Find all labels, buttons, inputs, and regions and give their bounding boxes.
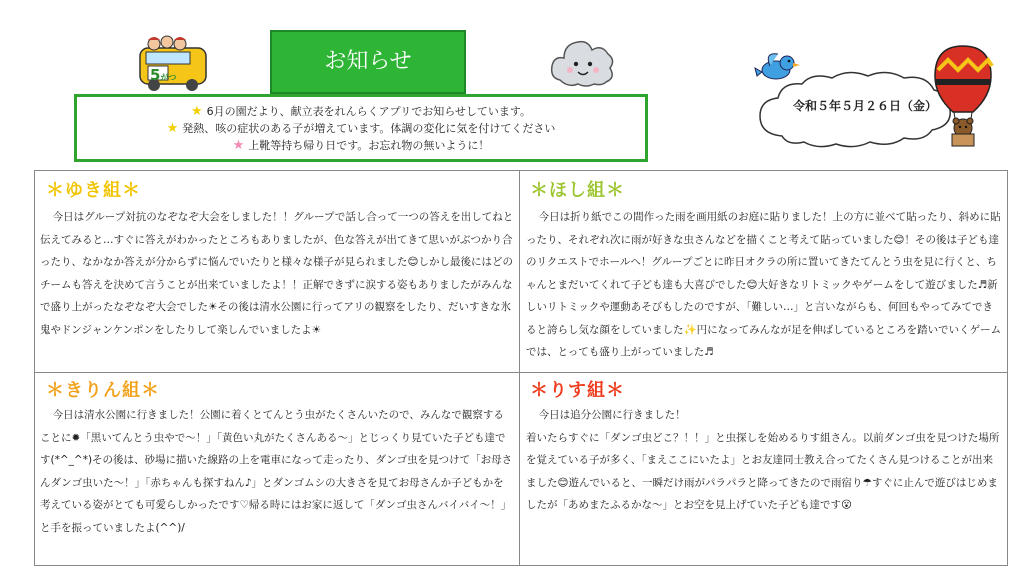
date-label: 令和５年５月２６日（金） xyxy=(792,99,937,113)
risu-class-title: ＊りす組＊ xyxy=(530,380,625,401)
notice-text: 6月の園だより、献立表をれんらくアプリでお知らせしています。 xyxy=(206,105,531,118)
bus-sign-sub: がつ xyxy=(160,73,177,82)
star-icon: ★ xyxy=(166,121,179,136)
bus-illustration xyxy=(134,32,214,94)
bus-sign-number: 5 xyxy=(150,66,161,84)
hoshi-class-report: 今日は折り紙でこの間作った雨を画用紙のお庭に貼りました！上の方に並べて貼ったり、斜めに貼ったり、それぞれ次に雨が好きな虫さんなどを描くこと考えて貼っていました😊！その後は子ども達のリクエストでホールへ！グループごとに昨日オクラの所に置いてきたてんとう虫を見に行くと、ちゃんとまだいてくれて子ども達も大喜びでした😊大好きなリトミックやゲームをして遊びました♬新しいリトミックや運動あそびもしたのですが、「難しい…」と言いながらも、何回もやってみてできると誇らし気な顔をしていました✨円になってみんなが足を伸ばしているところを踏いでいくゲームでは、とっても盛り上がっていました♬ xyxy=(526,211,1002,358)
grid-divider-horizontal xyxy=(34,372,1008,373)
hot-air-balloon-illustration xyxy=(930,42,996,150)
notice-box xyxy=(74,94,648,162)
grid-divider-vertical xyxy=(519,170,520,566)
hoshi-class-title: ＊ほし組＊ xyxy=(530,180,625,201)
notice-item xyxy=(77,103,645,120)
risu-class-report: 今日は追分公園に行きました！ 着いたらすぐに「ダンゴ虫どこ？！！」と虫探しを始めるりす組さん。以前ダンゴ虫を見つけた場所を覚えている子が多く、「まえここにいたよ」とお友達同士教え合ってたくさん見つけることが出来ました😊遊んでいると、一瞬だけ雨がパラパラと降ってきたので雨宿り☂すぐに止んで遊びはじめましたが「あめまたふるかな〜」とお空を見上げていた子ども達です😮 xyxy=(526,409,1000,511)
kirin-class-title: ＊きりん組＊ xyxy=(46,380,160,401)
yuki-class-title: ＊ゆき組＊ xyxy=(46,180,141,201)
star-icon: ★ xyxy=(190,104,203,119)
notice-text: 発熱、咳の症状のある子が増えています。体調の変化に気を付けてください xyxy=(182,122,556,135)
smiling-cloud-illustration xyxy=(548,34,618,92)
notice-item xyxy=(77,120,645,137)
notice-text: 上靴等持ち帰り日です。お忘れ物の無いように！ xyxy=(248,139,490,152)
kirin-class-report: 今日は清水公園に行きました！公園に着くとてんとう虫がたくさんいたので、みんなで観察することに✹「黒いてんとう虫やで〜！」「黄色い丸がたくさんある〜」とじっくり見ていた子ども達です(*^_^*)その後は、砂場に描いた線路の上を電車になって走ったり、ダンゴ虫を見つけて「お母さんダンゴ虫いた〜！」「赤ちゃんも探すねん♪」とダンゴムシの大きさを見てお母さんか子どもかを考えている姿がとても可愛らしかったです♡帰る時にはお家に返して「ダンゴ虫さんバイバイ〜！」と手を振っていましたよ(^^)/ xyxy=(40,409,513,534)
star-icon: ★ xyxy=(232,138,245,153)
notice-item xyxy=(77,137,645,154)
yuki-class-report: 今日はグループ対抗のなぞなぞ大会をしました！！グループで話し合って一つの答えを出してねと伝えてみると…すぐに答えがわかったところもありましたが、色な答えが出てきて思いがぶつかり合ったり、なかなか答えが分からずに悩んでいたりと様々な様子が見られました😊しかし最後にはどのチームも答えを決めて言うことが出来ていましたよ！！正解できずに涙する姿もありましたがみんなで盛り上がったなぞなぞ大会でした☀その後は清水公園に行ってアリの観察をしたり、だいすきな氷鬼やドンジャンケンポンをしたりして楽しんでいましたよ☀ xyxy=(40,211,514,336)
page-title: お知らせ xyxy=(270,30,466,94)
bus-sign xyxy=(150,66,176,84)
